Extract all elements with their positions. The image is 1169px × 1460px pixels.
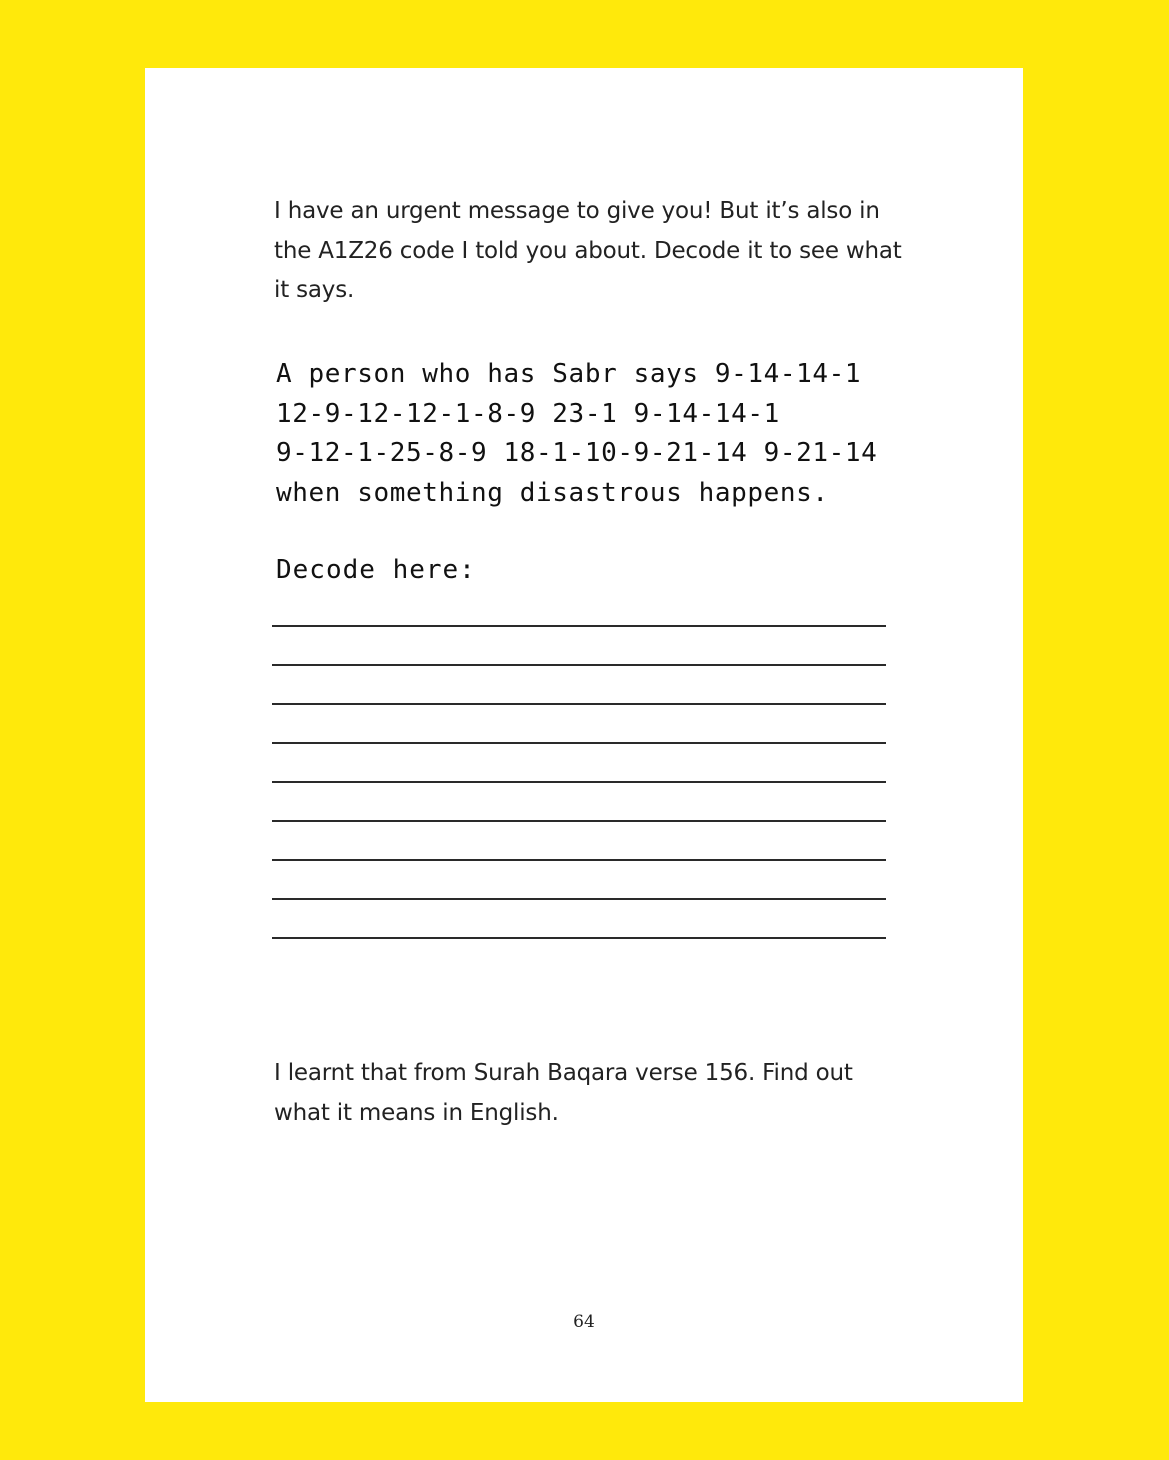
coded-message-line: A person who has Sabr says 9-14-14-1 <box>276 359 862 389</box>
coded-message <box>276 355 906 513</box>
page-number: 64 <box>573 1312 595 1332</box>
answer-line[interactable] <box>272 781 886 783</box>
answer-line[interactable] <box>272 898 886 900</box>
answer-line[interactable] <box>272 703 886 705</box>
decode-label: Decode here: <box>276 555 476 585</box>
intro-paragraph: I have an urgent message to give you! But it’s also in the A1Z26 code I told you about. Decode it to see what it says. <box>274 198 902 303</box>
answer-line[interactable] <box>272 937 886 939</box>
answer-line[interactable] <box>272 742 886 744</box>
answer-line[interactable] <box>272 625 886 627</box>
book-page <box>145 68 1023 1402</box>
answer-line[interactable] <box>272 664 886 666</box>
coded-message-line: 12-9-12-12-1-8-9 23-1 9-14-14-1 <box>276 398 780 429</box>
coded-message-line: when something disastrous happens. <box>276 477 829 508</box>
outro-paragraph: I learnt that from Surah Baqara verse 156. Find out what it means in English. <box>274 1060 853 1126</box>
answer-line[interactable] <box>272 820 886 822</box>
answer-line[interactable] <box>272 859 886 861</box>
coded-message-line: 9-12-1-25-8-9 18-1-10-9-21-14 9-21-14 <box>276 438 878 468</box>
